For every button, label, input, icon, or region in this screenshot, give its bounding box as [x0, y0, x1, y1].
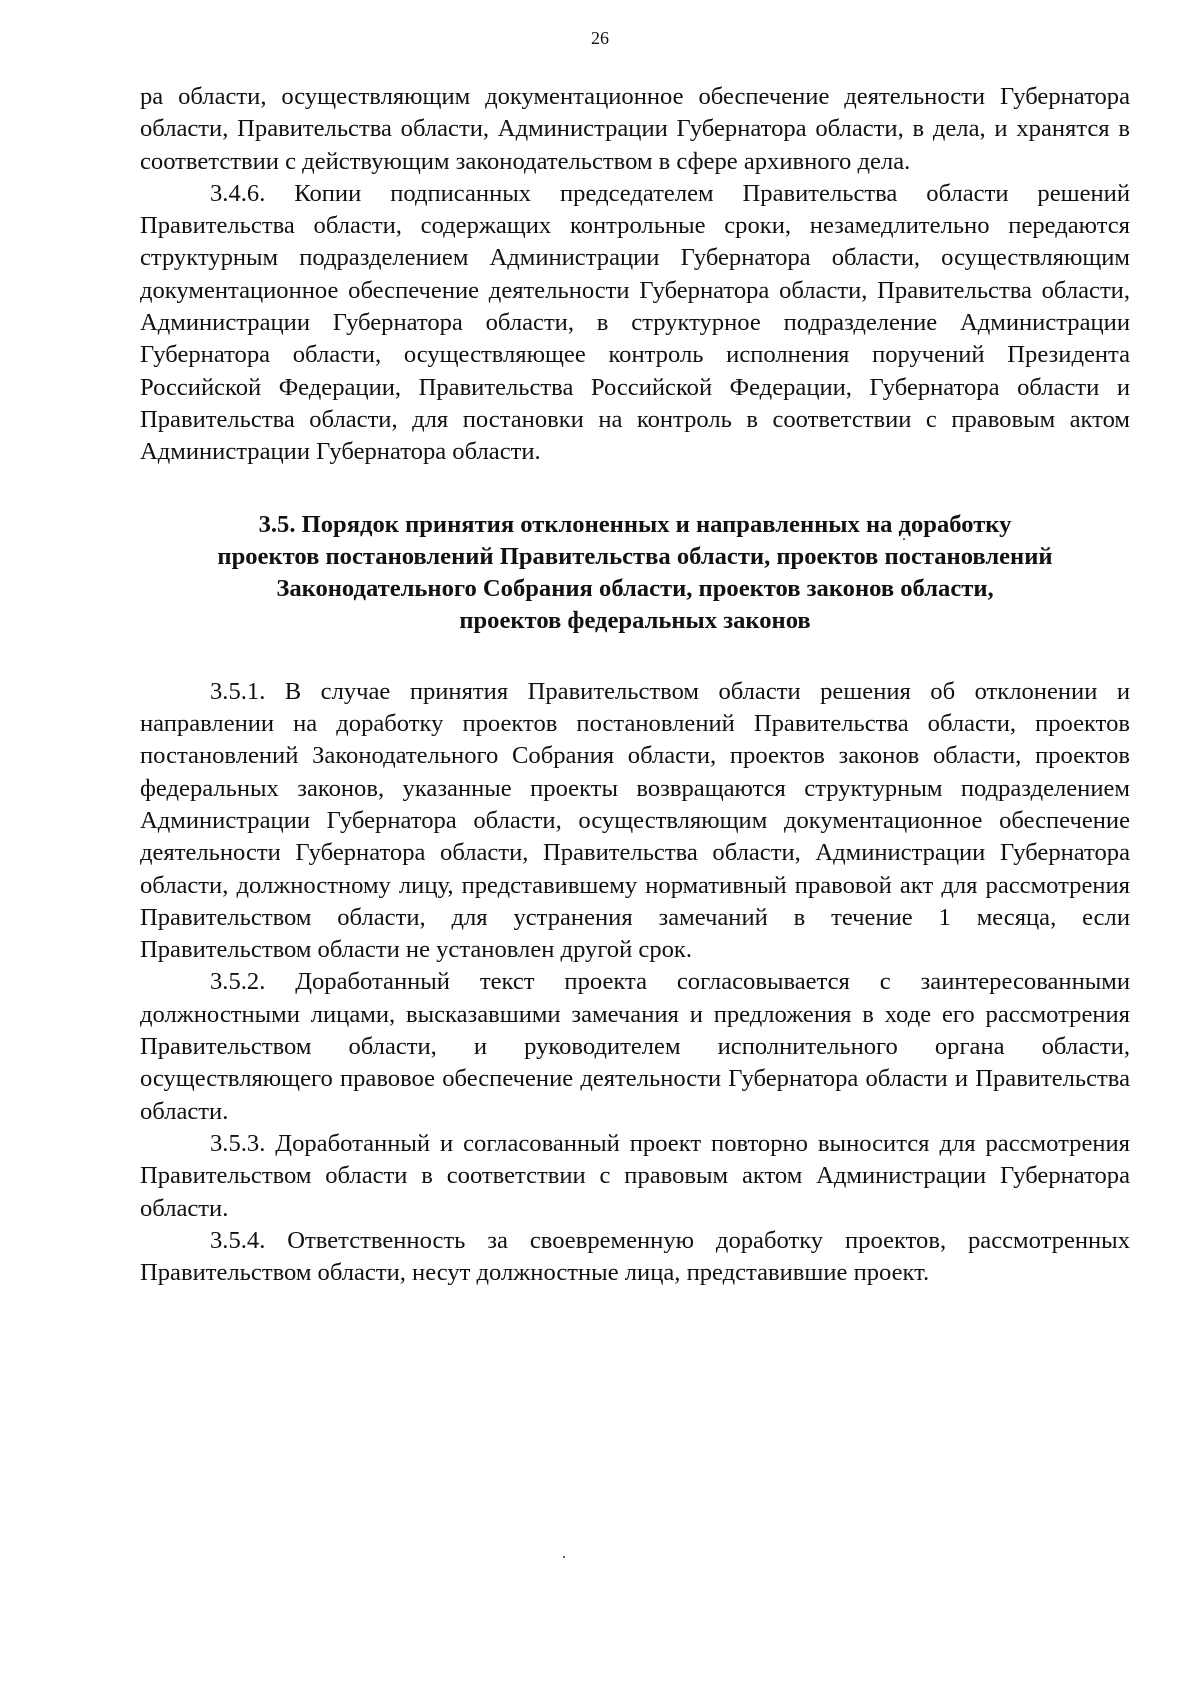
paragraph-3-5-2: 3.5.2. Доработанный текст проекта согласовывается с заинтересованными должностными лицами, высказавшими замечания и предложения в ходе его рассмотрения Правительством области, и руководителем исполнительного органа области, осуществляющего правовое обеспечение деятельности Губернатора области и Правительства области.	[140, 968, 1130, 1125]
section-title-3-5	[140, 509, 1130, 638]
section-title-line: проектов федеральных законов	[459, 607, 811, 635]
document-body	[140, 81, 1130, 1289]
section-title-line: проектов постановлений Правительства области, проектов постановлений	[217, 542, 1053, 570]
paragraph-3-4-6: 3.4.6. Копии подписанных председателем Правительства области решений Правительства области, содержащих контрольные сроки, незамедлительно передаются структурным подразделением Администрации Губернатора области, осуществляющим документационное обеспечение деятельности Губернатора области, Правительства области, Администрации Губернатора области, в структурное подразделение Администрации Губернатора области, осуществляющее контроль исполнения поручений Президента Российской Федерации, Правительства Российской Федерации, Губернатора области и Правительства области, для постановки на контроль в соответствии с правовым актом Администрации Губернатора области.	[140, 179, 1130, 466]
scan-speck	[903, 538, 905, 540]
page-number: 26	[591, 28, 609, 48]
paragraph-3-5-4: 3.5.4. Ответственность за своевременную доработку проектов, рассмотренных Правительством области, несут должностные лица, представившие проект.	[140, 1226, 1130, 1287]
scan-speck	[563, 1556, 565, 1558]
paragraph-3-5-1: 3.5.1. В случае принятия Правительством области решения об отклонении и направлении на доработку проектов постановлений Правительства области, проектов постановлений Законодательного Собрания области, проектов законов области, проектов федеральных законов, указанные проекты возвращаются структурным подразделением Администрации Губернатора области, осуществляющим документационное обеспечение деятельности Губернатора области, Правительства области, Администрации Губернатора области, должностному лицу, представившему нормативный правовой акт для рассмотрения Правительством области, для устранения замечаний в течение 1 месяца, если Правительством области не установлен другой срок.	[140, 677, 1130, 964]
section-title-line: 3.5. Порядок принятия отклоненных и направленных на доработку	[258, 510, 1012, 538]
paragraph-continuation: ра области, осуществляющим документационное обеспечение деятельности Губернатора области, Правительства области, Администрации Губернатора области, в дела, и хранятся в соответствии с действующим законодательством в сфере архивного дела.	[140, 83, 1130, 175]
section-title-line: Законодательного Собрания области, проектов законов области,	[276, 575, 994, 603]
paragraph-3-5-3: 3.5.3. Доработанный и согласованный проект повторно выносится для рассмотрения Правительством области в соответствии с правовым актом Администрации Губернатора области.	[140, 1129, 1130, 1222]
